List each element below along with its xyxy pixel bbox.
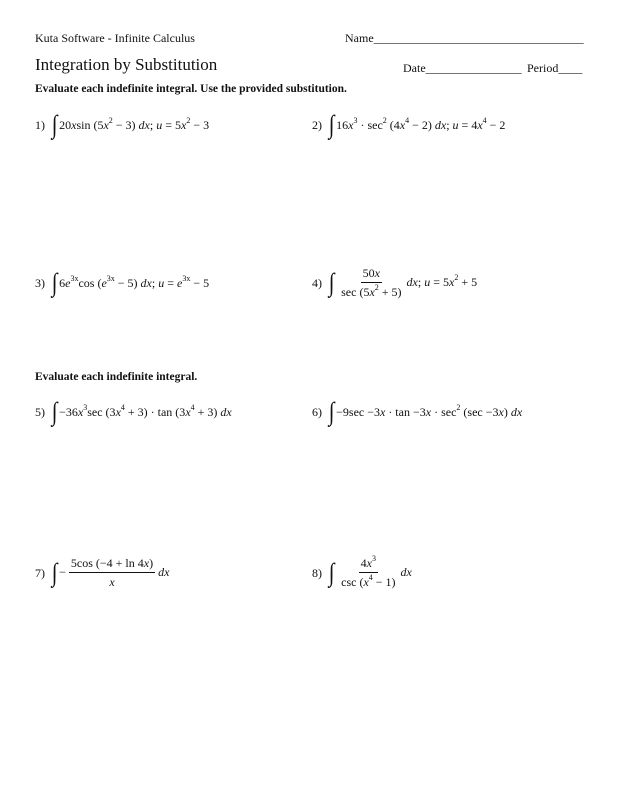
math-variable: x [374,266,380,280]
math-text: − 2 [486,117,506,132]
problem-number: 8) [312,565,322,580]
math-variable: dx [406,274,418,289]
math-text: 50 [362,266,375,280]
math-text: ) [503,404,511,419]
problem [35,399,232,425]
math-text: ; [149,117,157,132]
math-text: − 5 [190,275,210,290]
fraction-denominator [339,283,403,300]
math-text: 4 [360,556,367,570]
software-label: Kuta Software - Infinite Calculus [35,31,195,45]
math-variable: x [498,404,504,419]
math-variable: x [109,575,115,589]
integral-sign-icon: ∫ [328,268,335,297]
math-text: − 1) [372,575,396,589]
problem [35,270,209,296]
math-variable: dx [510,404,523,419]
period-field: Period____ [527,61,583,75]
math-variable: u [452,117,459,132]
problem [312,112,505,138]
page-title: Integration by Substitution [35,55,218,74]
math-text: ) [149,556,154,570]
math-variable: x [449,274,455,289]
math-variable: dx [138,117,150,132]
math-variable: x [366,556,372,570]
math-text: + 5) [378,285,402,299]
math-variable: x [369,285,375,299]
problem-number: 6) [312,404,322,419]
problem [312,266,477,300]
problem [35,556,169,590]
section-instruction: Evaluate each indefinite integral. Use the provided substitution. [35,83,347,95]
math-text: 16 [336,117,349,132]
math-text: = 5 [430,274,449,289]
math-text: ; [446,117,453,132]
integral-sign-icon: ∫ [328,558,335,587]
problem-number: 5) [35,404,45,419]
math-variable: dx [434,117,447,132]
math-exponent: 2 [374,283,379,292]
math-text: sec (3 [87,404,116,419]
problem-expression [59,273,210,291]
problem-number: 7) [35,565,45,580]
math-exponent: 3 [353,115,358,125]
problem-expression [59,556,169,590]
math-variable: dx [220,404,232,419]
problem-number: 4) [312,275,322,290]
math-exponent: 4 [405,115,410,125]
math-fraction [339,266,403,300]
math-text: + 3) [194,404,221,419]
integral-sign-icon: ∫ [51,397,58,426]
math-variable: x [348,117,354,132]
math-text: 20 [59,117,72,132]
integral-sign-icon: ∫ [51,558,58,587]
fraction-denominator [339,573,397,590]
math-text: − 3) [112,117,139,132]
math-variable: x [143,556,150,570]
math-variable: dx [140,275,152,290]
integral-sign-icon: ∫ [328,110,335,139]
math-text: = [164,275,177,290]
math-exponent: 2 [186,115,191,125]
problem-expression [336,402,523,420]
problem-expression [336,115,506,133]
math-text: · sec [431,404,457,419]
math-variable: x [399,117,406,132]
date-field: Date________________ [403,61,522,75]
math-text: − 5) [114,275,141,290]
problem-number: 3) [35,275,45,290]
problem-number: 1) [35,117,45,132]
math-variable: x [77,404,84,419]
math-text: − 2) [409,117,435,132]
math-exponent: 3x [70,273,79,283]
math-text: ; [417,274,425,289]
integral-sign-icon: ∫ [328,397,335,426]
math-exponent: 4 [368,573,373,582]
math-fraction [69,556,155,590]
math-exponent: 2 [108,115,113,125]
math-variable: u [156,117,163,132]
math-exponent: 3 [372,554,376,563]
problem [312,556,412,590]
name-field: Name___________________________________ [345,31,584,45]
math-variable: x [115,404,121,419]
math-variable: x [71,117,77,132]
math-exponent: 3x [182,273,191,283]
math-text: − [59,564,66,579]
math-variable: x [477,117,483,132]
math-text: 5cos (−4 + ln 4 [70,556,144,570]
math-variable: x [103,117,109,132]
math-variable: x [181,117,187,132]
fraction-numerator [69,556,155,573]
math-text: ; [151,275,159,290]
fraction-numerator [361,266,382,283]
math-text: · sec [357,117,383,132]
math-variable: x [185,404,191,419]
math-variable: e [101,275,107,290]
integral-sign-icon: ∫ [51,110,58,139]
math-variable: e [177,275,183,290]
math-exponent: 3 [83,402,88,412]
math-text: 6 [59,275,66,290]
math-variable: x [379,404,386,419]
problem-expression [59,402,232,420]
math-variable: dx [400,564,412,579]
math-text: = 4 [458,117,478,132]
math-text: = 5 [162,117,181,132]
math-text: − 3 [190,117,210,132]
problem [312,399,522,425]
fraction-numerator [359,556,378,573]
math-text: sec (5 [341,285,370,299]
math-exponent: 4 [120,402,125,412]
math-exponent: 2 [454,272,459,282]
math-exponent: 4 [190,402,195,412]
problem-expression [336,556,412,590]
problem [35,112,209,138]
math-fraction [339,556,397,590]
math-text: + 3) · tan (3 [124,404,186,419]
math-exponent: 4 [482,115,487,125]
math-text: −9sec −3 [336,404,380,419]
math-variable: u [424,274,431,289]
math-exponent: 2 [456,402,461,412]
math-text: · tan −3 [385,404,426,419]
math-text: (4 [386,117,400,132]
math-text: −36 [59,404,78,419]
section-instruction: Evaluate each indefinite integral. [35,371,198,383]
math-exponent: 2 [382,115,387,125]
math-text: sin (5 [76,117,104,132]
math-text: (sec −3 [460,404,499,419]
math-variable: x [425,404,432,419]
math-variable: e [65,275,71,290]
fraction-denominator [107,573,116,590]
math-exponent: 3x [106,273,115,283]
problem-expression [59,115,210,133]
math-variable: x [363,575,369,589]
problem-number: 2) [312,117,322,132]
math-variable: u [158,275,165,290]
math-text: + 5 [458,274,478,289]
math-variable: dx [158,564,170,579]
math-text: cos ( [78,275,102,290]
math-text: csc ( [341,575,364,589]
integral-sign-icon: ∫ [51,268,58,297]
problem-expression [336,266,477,300]
